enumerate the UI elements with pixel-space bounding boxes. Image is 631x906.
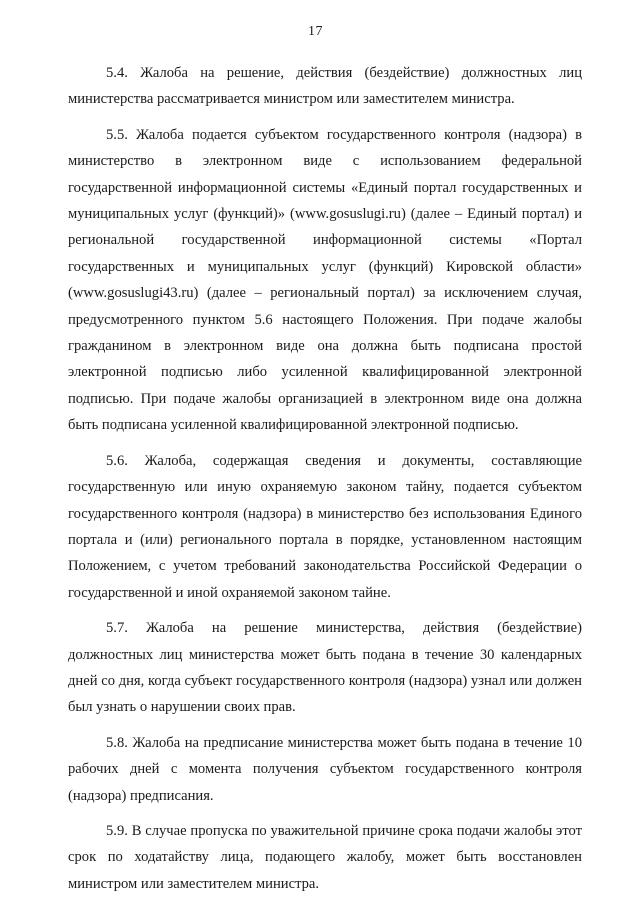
paragraph-5-8: 5.8. Жалоба на предписание министерства может быть подана в течение 10 рабочих дней с момента получения субъектом государственного контроля (надзора) предписания. xyxy=(68,734,582,804)
paragraph-5-7: 5.7. Жалоба на решение министерства, действия (бездействие) должностных лиц министерства может быть подана в течение 30 календарных дней со дня, когда субъект государственного контроля (надзора) узнал или должен был узнать о нарушении своих прав. xyxy=(68,620,582,716)
paragraph-5-4: 5.4. Жалоба на решение, действия (бездействие) должностных лиц министерства рассматривается министром или заместителем министра. xyxy=(68,65,582,108)
page-number: 17 xyxy=(308,24,323,39)
paragraph-5-9: 5.9. В случае пропуска по уважительной причине срока подачи жалобы этот срок по ходатайству лица, подающего жалобу, может быть восстановлен министром или заместителем министра. xyxy=(68,822,582,892)
paragraph-5-5: 5.5. Жалоба подается субъектом государственного контроля (надзора) в министерство в электронном виде с использованием федеральной государственной информационной системы «Единый портал государственных и муниципальных услуг (функций)» (www.gosuslugi.ru) (далее – Единый портал) и региональной государственной информационной системы «Портал государственных и муниципальных услуг (функций) Кировской области» (www.gosuslugi43.ru) (далее – региональный портал) за исключением случая, предусмотренного пунктом 5.6 настоящего Положения. При подаче жалобы гражданином в электронном виде она должна быть подписана простой электронной подписью либо усиленной квалифицированной электронной подписью. При подаче жалобы организацией в электронном виде она должна быть подписана усиленной квалифицированной электронной подписью. xyxy=(68,126,582,434)
paragraph-5-6: 5.6. Жалоба, содержащая сведения и документы, составляющие государственную или иную охраняемую законом тайну, подается субъектом государственного контроля (надзора) в министерство без использования Единого портала и (или) регионального портала в порядке, установленном настоящим Положением, с учетом требований законодательства Российской Федерации о государственной и иной охраняемой законом тайне. xyxy=(68,452,582,601)
document-body xyxy=(68,60,582,906)
